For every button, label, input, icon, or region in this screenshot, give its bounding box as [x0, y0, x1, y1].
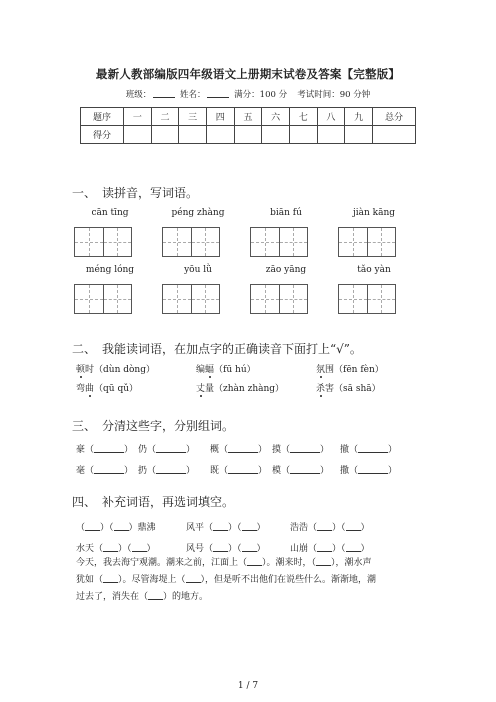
blank[interactable] [290, 443, 320, 453]
blank[interactable] [156, 464, 186, 474]
score-header-cell: 题序 [81, 108, 124, 126]
blank[interactable] [317, 542, 332, 552]
blank[interactable] [228, 443, 258, 453]
blank[interactable] [85, 521, 100, 531]
writing-grid[interactable] [162, 227, 220, 257]
grid-cell[interactable] [104, 285, 132, 313]
blank[interactable] [148, 590, 163, 600]
score-header-cell: 总分 [373, 108, 416, 126]
grid-cell[interactable] [163, 285, 192, 313]
page-title: 最新人教部编版四年级语文上册期末试卷及答案【完整版】 [95, 67, 401, 81]
grid-cell[interactable] [368, 228, 396, 256]
grid-cell[interactable] [251, 285, 280, 313]
blank[interactable] [228, 464, 258, 474]
writing-grid[interactable] [162, 284, 220, 314]
score-cell[interactable] [206, 126, 234, 144]
word-group-item: 撒（ ） [340, 466, 398, 476]
pinyin-label: tǎo yàn [357, 265, 391, 275]
reading-item[interactable]: 编蝠（fū hú） [196, 365, 256, 375]
reading-item[interactable]: 弯曲（qū qǔ） [76, 384, 139, 394]
blank[interactable] [358, 443, 388, 453]
blank[interactable] [346, 542, 361, 552]
score-cell[interactable] [345, 126, 373, 144]
fill-row-1b: 风平（ ）（ ） [186, 523, 266, 533]
score-cell[interactable] [262, 126, 290, 144]
grid-cell[interactable] [75, 228, 104, 256]
section-4-heading: 四、 补充词语，再选词填空。 [72, 495, 235, 509]
grid-cell[interactable] [368, 285, 396, 313]
passage: 今天，我去海宁观潮。潮来之前，江面上（ ）。潮来时，（ ），潮水声 犹如（ ）。尽管海堤上（ ），但是听不出他们在说些什么。渐渐地，潮 过去了，消失在（ ）的地方。 [76, 558, 377, 602]
blank[interactable] [316, 556, 331, 566]
grid-cell[interactable] [339, 285, 368, 313]
grid-cell[interactable] [280, 285, 308, 313]
grid-cell[interactable] [339, 228, 368, 256]
score-table [80, 107, 416, 144]
blank[interactable] [213, 521, 228, 531]
word-group-item: 撤（ ） [340, 445, 398, 455]
score-header-cell: 九 [345, 108, 373, 126]
pinyin-label: méng lóng [85, 265, 135, 275]
grid-cell[interactable] [192, 285, 220, 313]
blank[interactable] [103, 573, 118, 583]
class-blank[interactable] [153, 88, 175, 98]
blank[interactable] [242, 542, 257, 552]
score-header-cell: 七 [289, 108, 317, 126]
pinyin-label: biān fú [270, 208, 302, 218]
fill-row-2c: 山崩（ ）（ ） [290, 544, 370, 554]
fill-row-2b: 风号（ ）（ ） [186, 544, 266, 554]
score-cell[interactable] [373, 126, 416, 144]
blank[interactable] [317, 521, 332, 531]
fill-row-1: （ ）（ ）鼎沸 [76, 523, 156, 533]
word-group-item: 扔（ ） [138, 466, 196, 476]
score-header-cell: 一 [124, 108, 152, 126]
writing-grid[interactable] [338, 227, 396, 257]
exam-info: 班级： 姓名： 满分：100 分 考试时间：90 分钟 [125, 90, 371, 100]
score-header-cell: 八 [317, 108, 345, 126]
word-group-item: 模（ ） [272, 466, 330, 476]
pinyin-label: jiàn kāng [352, 208, 396, 218]
score-cell[interactable] [151, 126, 179, 144]
score-header-cell: 六 [262, 108, 290, 126]
grid-cell[interactable] [75, 285, 104, 313]
score-cell[interactable] [289, 126, 317, 144]
writing-grid[interactable] [74, 284, 132, 314]
grid-cell[interactable] [163, 228, 192, 256]
word-group-item: 仍（ ） [138, 445, 196, 455]
reading-item[interactable]: 杀害（sā shā） [316, 384, 381, 394]
writing-grid[interactable] [250, 227, 308, 257]
blank[interactable] [94, 443, 124, 453]
score-header-cell: 二 [151, 108, 179, 126]
pinyin-label: cān tīng [91, 208, 129, 218]
reading-item[interactable]: 顿时（dùn dòng） [76, 365, 155, 375]
score-header-cell: 四 [206, 108, 234, 126]
score-row-label: 得分 [81, 126, 124, 144]
grid-cell[interactable] [192, 228, 220, 256]
blank[interactable] [213, 542, 228, 552]
grid-cell[interactable] [280, 228, 308, 256]
blank[interactable] [346, 521, 361, 531]
blank[interactable] [103, 542, 118, 552]
word-group-item: 毫（ ） [76, 466, 134, 476]
score-header-cell: 五 [234, 108, 262, 126]
score-cell[interactable] [179, 126, 207, 144]
fill-row-2: 水天（ ）（ ） [76, 544, 156, 554]
score-cell[interactable] [124, 126, 152, 144]
grid-cell[interactable] [104, 228, 132, 256]
word-group-item: 既（ ） [210, 466, 268, 476]
score-header-cell: 三 [179, 108, 207, 126]
blank[interactable] [290, 464, 320, 474]
fill-row-1c: 浩浩（ ）（ ） [290, 523, 370, 533]
blank[interactable] [247, 556, 262, 566]
section-3-heading: 三、 分清这些字，分别组词。 [72, 419, 235, 433]
name-blank[interactable] [207, 88, 229, 98]
pinyin-label: yōu lǜ [184, 265, 212, 275]
writing-grid[interactable] [74, 227, 132, 257]
blank[interactable] [156, 443, 186, 453]
grid-cell[interactable] [251, 228, 280, 256]
word-group-item: 摸（ ） [272, 445, 330, 455]
blank[interactable] [242, 521, 257, 531]
pinyin-label: zāo yāng [265, 265, 307, 275]
blank[interactable] [94, 464, 124, 474]
blank[interactable] [132, 542, 147, 552]
blank[interactable] [358, 464, 388, 474]
score-cell[interactable] [234, 126, 262, 144]
writing-grid[interactable] [338, 284, 396, 314]
section-2-heading: 二、 我能读词语，在加点字的正确读音下面打上“√”。 [72, 342, 362, 356]
word-group-item: 豪（ ） [76, 445, 134, 455]
word-group-item: 概（ ） [210, 445, 268, 455]
reading-item[interactable]: 丈量（zhàn zhàng） [196, 384, 285, 394]
blank[interactable] [186, 573, 201, 583]
page-footer: 1 / 7 [237, 681, 259, 691]
reading-item[interactable]: 氛围（fēn fèn） [316, 365, 384, 375]
writing-grid[interactable] [250, 284, 308, 314]
blank[interactable] [114, 521, 129, 531]
pinyin-label: péng zhàng [171, 208, 225, 218]
score-cell[interactable] [317, 126, 345, 144]
section-1-heading: 一、 读拼音，写词语。 [72, 186, 199, 200]
